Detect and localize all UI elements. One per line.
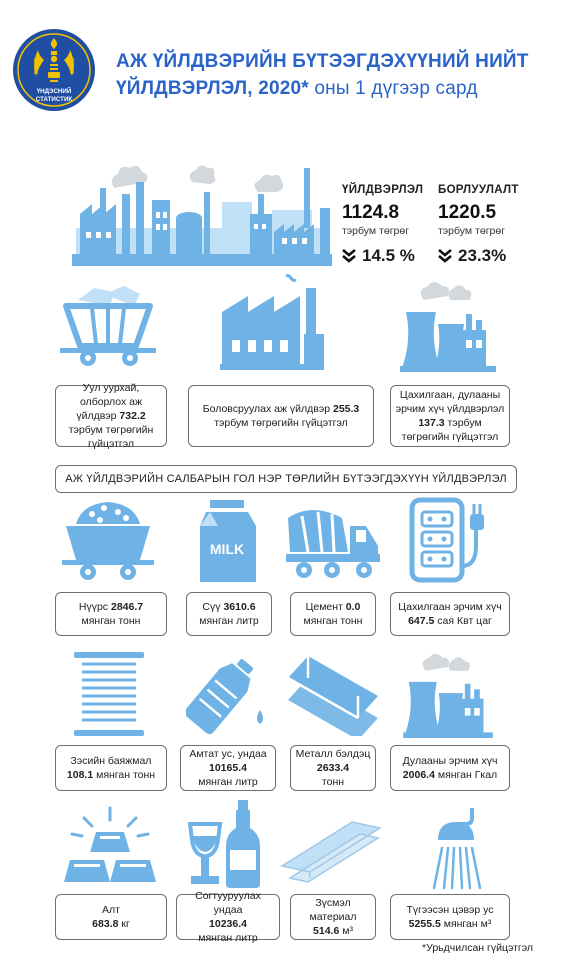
factory-skyline-icon [72,158,332,268]
sector-box-mining: Уул уурхай, олборлох аж үйлдвэр 732.2 тэрбум төгрөгийн гүйцэтгэл [55,385,167,447]
page-title [116,48,566,102]
kpi-sales [438,184,519,266]
product-box-wire: Зэсийн баяжмал 108.1 мянган тонн [55,745,167,791]
emblem-icon [12,28,96,112]
power-outlet-icon [408,496,494,584]
svg-text:СТАТИСТИК: СТАТИСТИК [35,96,73,103]
product-box-coal: Нүүрс 2846.7 мянган тонн [55,592,167,636]
product-box-timber: Зүсмэл материал 514.6 м³ [290,894,376,940]
lumber-icon [280,820,382,886]
kpi-production-label: ҮЙЛДВЭРЛЭЛ [342,184,424,196]
title-line-1: АЖ ҮЙЛДВЭРИЙН БҮТЭЭГДЭХҮҮНИЙ НИЙТ [116,51,529,72]
kpi-production [342,184,423,266]
milk-label: MILK [209,541,245,557]
footnote: *Урьдчилсан гүйцэтгэл [422,942,533,954]
product-box-alcohol: Согтууруулах ундаа 10236.4 мянган литр [176,894,280,940]
mine-cart-icon [58,278,158,370]
kpi-sales-unit: тэрбум төгрөг [438,225,506,237]
svg-text:ҮНДЭСНИЙ: ҮНДЭСНИЙ [36,88,72,95]
sector-box-energy: Цахилгаан, дулааны эрчим хүч үйлдвэрлэл 137.3 тэрбум төгрөгийн гүйцэтгэл [390,385,510,447]
water-bottle-icon [186,654,268,736]
product-box-gold: Алт 683.8 кг [55,894,167,940]
product-box-hot-water: Түгээсэн цэвэр ус 5255.5 мянган м³ [390,894,510,940]
kpi-sales-change: 23.3% [438,246,519,266]
product-box-electricity: Цахилгаан эрчим хүч 647.5 сая Квт цаг [390,592,510,636]
product-box-soft-drinks: Амтат ус, ундаа 10165.4 мянган литр [180,745,276,791]
factory-icon [220,274,324,370]
title-line-2: ҮЙЛДВЭРЛЭЛ, 2020* оны 1 дүгээр сард [116,78,478,99]
kpi-production-value: 1124.8 [342,202,400,223]
double-chevron-down-icon [438,248,452,264]
metal-beams-icon [284,650,380,736]
product-box-cement: Цемент 0.0 мянган тонн [290,592,376,636]
coal-cart-icon [62,498,154,584]
cable-reel-icon [74,652,144,736]
kpi-sales-label: БОРЛУУЛАЛТ [438,184,519,196]
power-plant-icon [400,280,496,372]
kpi-production-change: 14.5 % [342,246,423,266]
cement-truck-icon [286,508,380,580]
wine-bottle-icon [186,800,266,890]
shower-icon [424,808,490,892]
product-box-milk: Сүү 3610.6 мянган литр [186,592,272,636]
product-box-metal: Металл бэлдэц 2633.4 тонн [290,745,376,791]
power-plant-icon [400,652,496,738]
gold-bars-icon [62,806,158,890]
product-box-heat: Дулааны эрчим хүч 2006.4 мянган Гкал [390,745,510,791]
milk-carton-icon [196,498,258,584]
kpi-production-unit: тэрбум төгрөг [342,225,410,237]
sector-box-manufacturing: Боловсруулах аж үйлдвэр 255.3 тэрбум төгрөгийн гүйцэтгэл [188,385,374,447]
double-chevron-down-icon [342,248,356,264]
section-title: АЖ ҮЙЛДВЭРИЙН САЛБАРЫН ГОЛ НЭР ТӨРЛИЙН БҮТЭЭГДЭХҮҮН ҮЙЛДВЭРЛЭЛ [55,465,517,493]
kpi-sales-value: 1220.5 [438,202,497,223]
